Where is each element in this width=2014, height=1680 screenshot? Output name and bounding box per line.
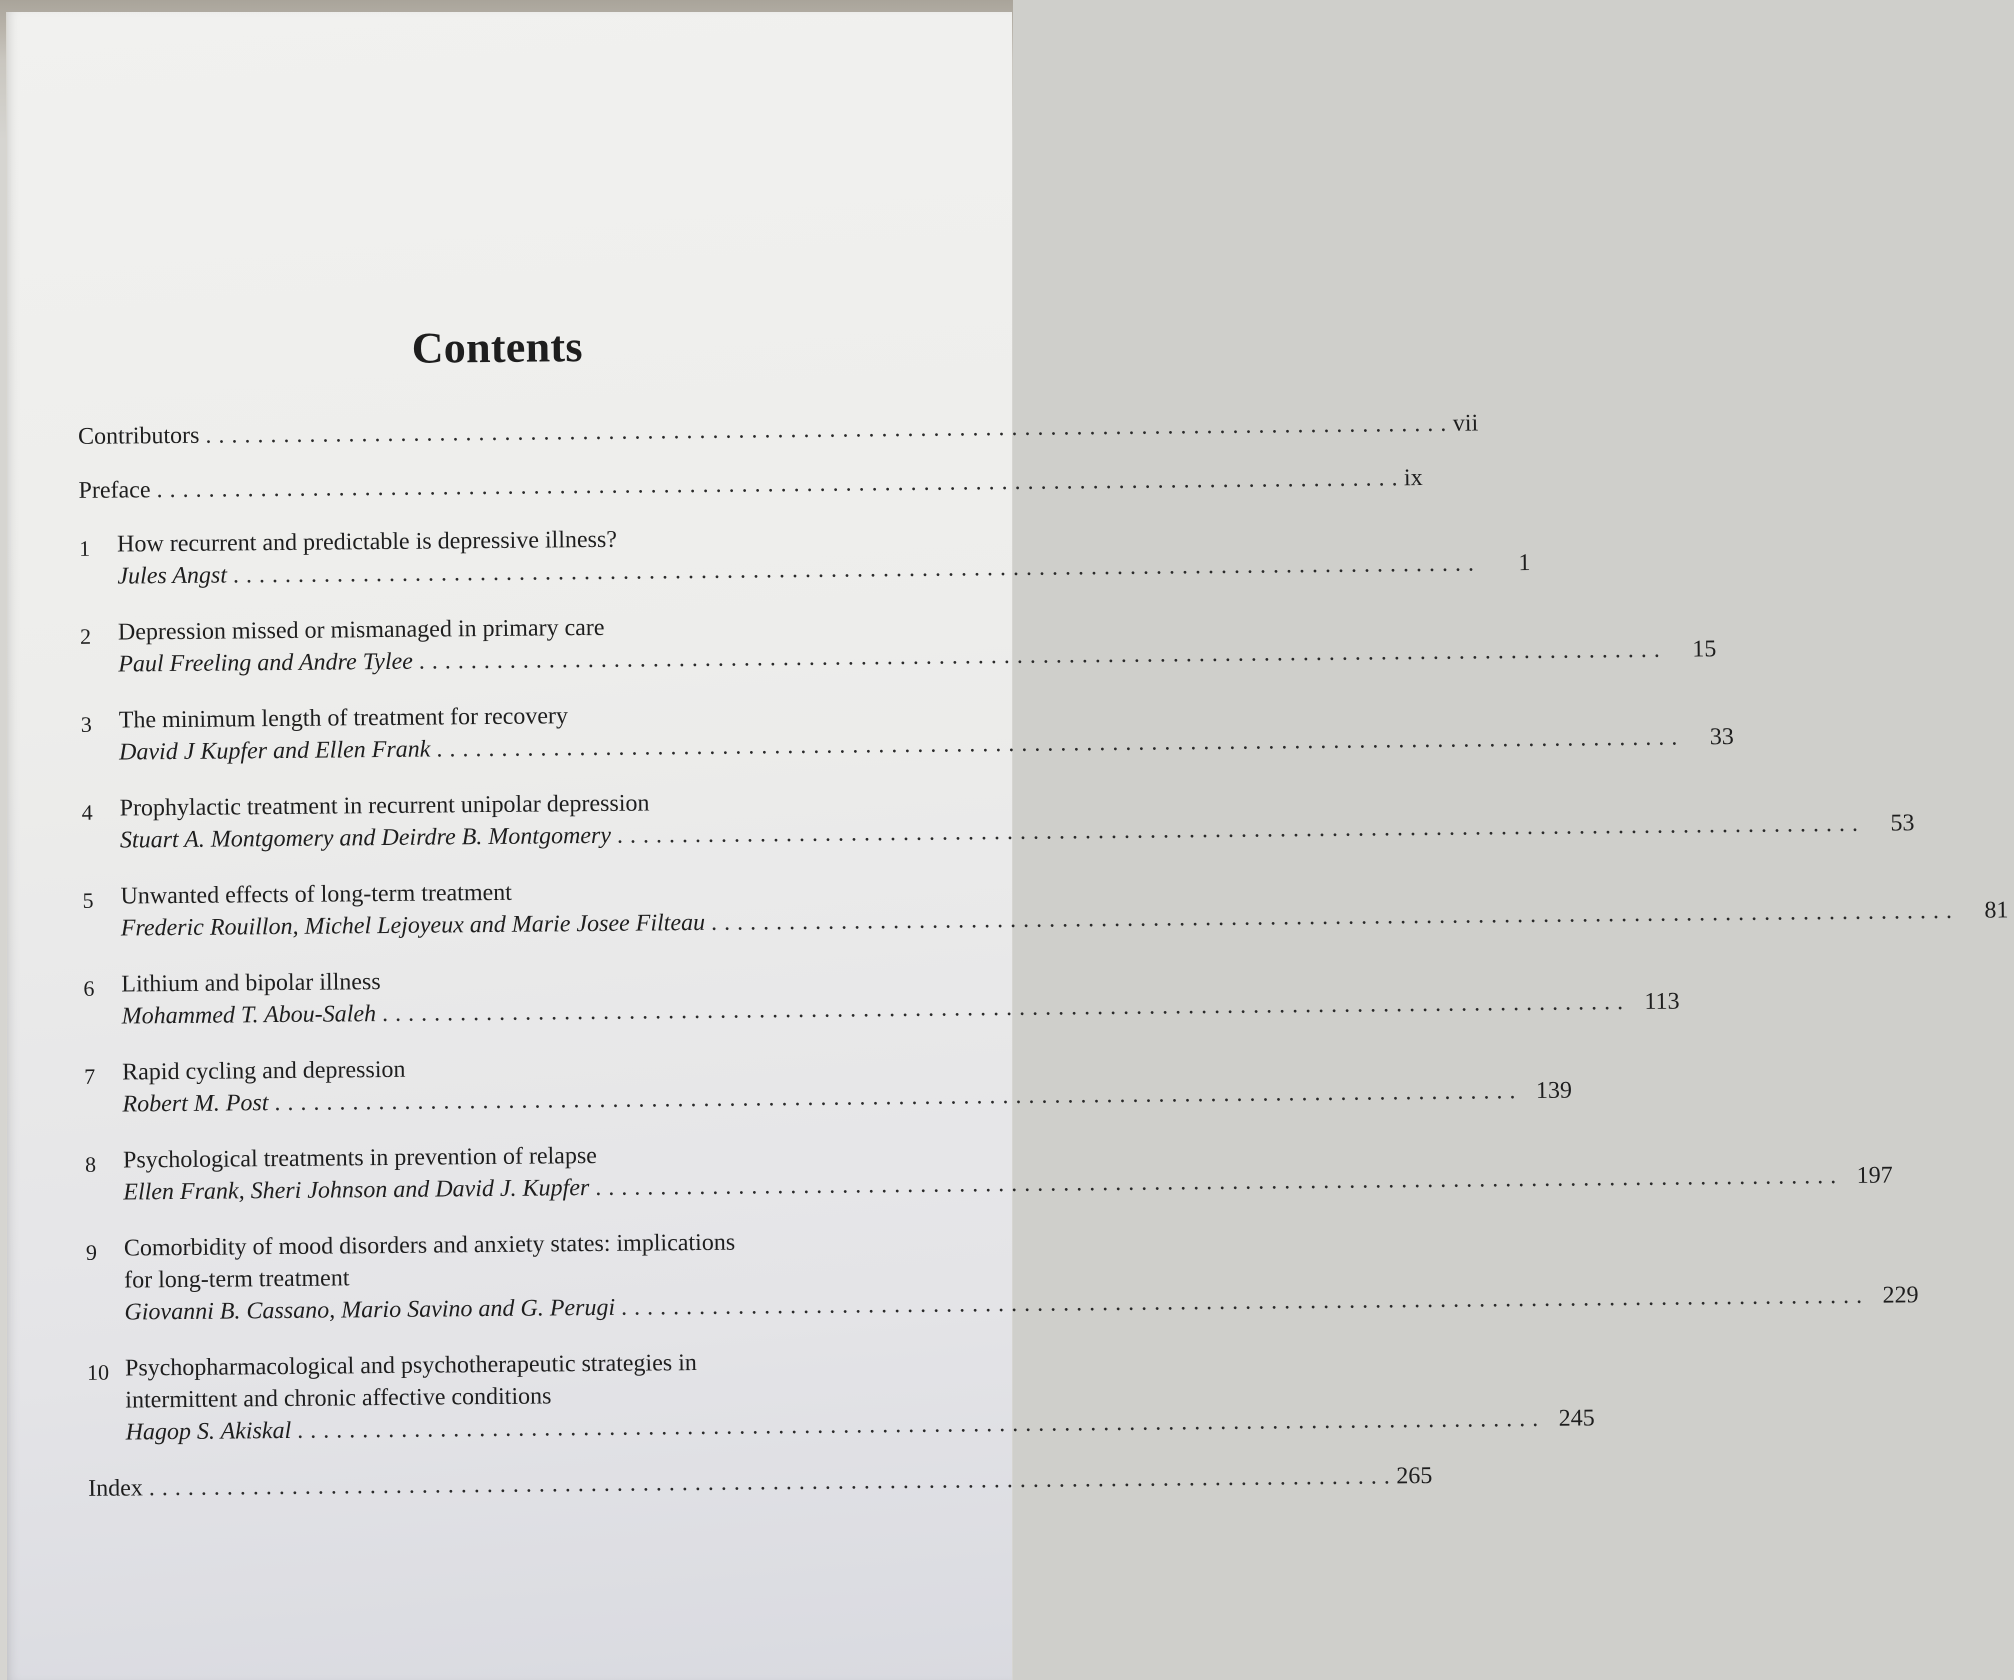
chapter-title-line: Depression missed or mismanaged in primary care — [117, 614, 605, 646]
chapter-page-number: 33 — [1709, 724, 1734, 751]
chapter-page-number: 1 — [1518, 549, 1531, 577]
chapter-number: 2 — [79, 623, 92, 649]
chapter-page-number: 53 — [1890, 810, 1915, 837]
chapter-authors: Giovanni B. Cassano, Mario Savino and G. Perugi — [124, 1294, 616, 1326]
chapter-entry[interactable] — [84, 1137, 1893, 1209]
chapter-number: 5 — [82, 887, 94, 913]
chapter-body — [123, 1128, 1893, 1209]
chapter-entry[interactable] — [79, 521, 1531, 593]
chapter-title-line: Lithium and bipolar illness — [121, 969, 381, 998]
chapter-number: 4 — [81, 799, 93, 825]
chapter-number: 1 — [79, 535, 91, 561]
chapter-title-line: Comorbidity of mood disorders and anxiety states: implications — [123, 1229, 736, 1262]
chapter-entry[interactable] — [85, 1225, 1919, 1329]
front-matter-list — [77, 410, 1479, 507]
chapter-entry[interactable] — [82, 873, 2009, 945]
chapter-body — [122, 1043, 1572, 1121]
entry-page-number: vii — [1452, 410, 1479, 437]
chapter-page-number: 197 — [1856, 1162, 1893, 1189]
chapter-authors: Jules Angst — [117, 562, 228, 590]
chapter-list — [79, 521, 2009, 1449]
toc-entry[interactable] — [77, 410, 1479, 453]
chapter-number: 10 — [86, 1359, 110, 1385]
entry-page-number: ix — [1403, 465, 1423, 492]
chapter-title-line: Psychopharmacological and psychotherapeutic strategies in — [124, 1350, 697, 1382]
chapter-body — [119, 775, 1914, 856]
chapter-body — [125, 1338, 1595, 1448]
chapter-entry[interactable] — [80, 697, 1734, 769]
chapter-entry[interactable] — [79, 609, 1717, 681]
entry-label: Contributors — [77, 422, 200, 450]
back-matter-list — [88, 1462, 1433, 1505]
chapter-authors: Hagop S. Akiskal — [125, 1417, 292, 1446]
dot-leader — [149, 1460, 1391, 1504]
dot-leader — [156, 462, 1398, 506]
table-of-contents — [77, 318, 2009, 1505]
chapter-page-number: 245 — [1558, 1405, 1595, 1432]
chapter-body — [118, 601, 1717, 680]
chapter-page-number: 113 — [1644, 988, 1680, 1015]
chapter-page-number: 15 — [1692, 636, 1717, 663]
chapter-body — [124, 1215, 1919, 1328]
entry-label: Index — [88, 1475, 143, 1502]
chapter-authors: David J Kupfer and Ellen Frank — [118, 736, 431, 766]
toc-entry[interactable] — [88, 1462, 1433, 1505]
chapter-page-number: 139 — [1535, 1077, 1573, 1104]
chapter-title-line: intermittent and chronic affective conditions — [125, 1383, 552, 1414]
chapter-title-line: The minimum length of treatment for recovery — [118, 703, 569, 734]
book-page — [6, 12, 2009, 1680]
chapter-entry[interactable] — [81, 785, 1915, 857]
chapter-authors: Robert M. Post — [122, 1090, 269, 1118]
chapter-number: 9 — [85, 1239, 98, 1265]
chapter-title-line: Rapid cycling and depression — [122, 1056, 406, 1086]
chapter-authors: Frederic Rouillon, Michel Lejoyeux and Marie Josee Filteau — [120, 909, 706, 942]
chapter-entry[interactable] — [86, 1345, 1595, 1449]
chapter-number: 8 — [84, 1151, 97, 1177]
entry-page-number: 265 — [1396, 1462, 1433, 1490]
chapter-body — [120, 862, 2008, 944]
chapter-body — [119, 689, 1734, 768]
toc-entry[interactable] — [78, 465, 1423, 507]
chapter-number: 6 — [83, 975, 95, 1001]
chapter-entry[interactable] — [83, 961, 1680, 1033]
chapter-number: 3 — [80, 711, 92, 737]
chapter-body — [121, 954, 1679, 1033]
chapter-entry[interactable] — [84, 1049, 1573, 1121]
chapter-title-line: Prophylactic treatment in recurrent unipolar depression — [119, 790, 650, 822]
chapter-page-number: 81 — [1984, 897, 2009, 924]
chapter-page-number: 229 — [1882, 1282, 1919, 1309]
dot-leader — [205, 408, 1447, 452]
chapter-authors: Paul Freeling and Andre Tylee — [118, 648, 413, 678]
chapter-title-line: Psychological treatments in prevention of relapse — [122, 1142, 597, 1174]
page-title: Contents — [411, 322, 584, 373]
chapter-authors: Ellen Frank, Sheri Johnson and David J. Kupfer — [123, 1175, 590, 1206]
chapter-title-line: How recurrent and predictable is depressive illness? — [116, 526, 618, 558]
chapter-authors: Mohammed T. Abou-Saleh — [121, 1001, 377, 1030]
entry-label: Preface — [78, 477, 151, 504]
chapter-number: 7 — [84, 1063, 96, 1089]
chapter-title-line: for long-term treatment — [124, 1265, 350, 1294]
chapter-body — [117, 515, 1531, 593]
chapter-title-line: Unwanted effects of long-term treatment — [120, 879, 513, 910]
chapter-authors: Stuart A. Montgomery and Deirdre B. Montgomery — [119, 822, 612, 854]
